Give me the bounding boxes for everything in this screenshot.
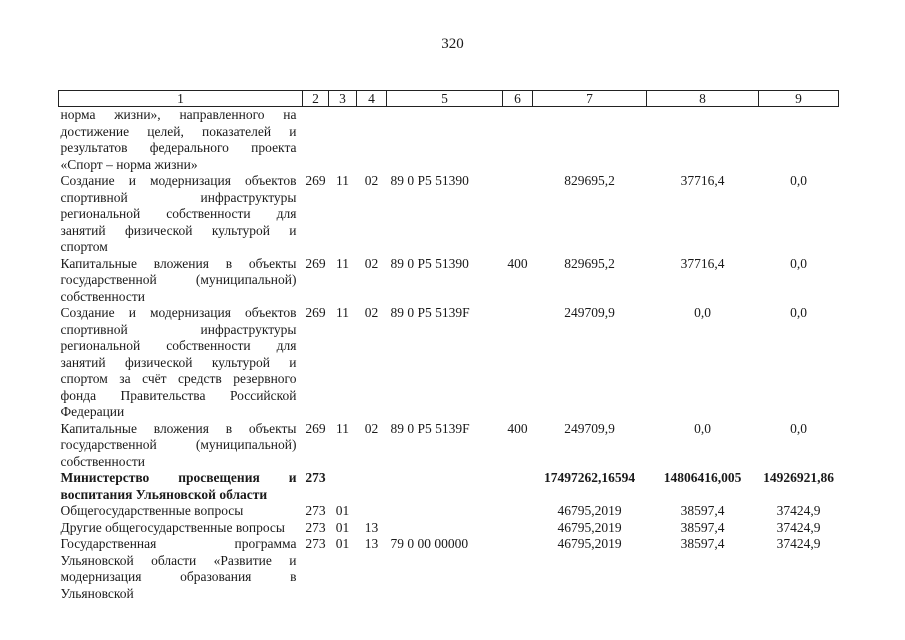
cell-c9: 0,0 xyxy=(790,305,807,320)
cell-c9 xyxy=(759,107,839,174)
cell-c3: 11 xyxy=(336,420,349,436)
cell-c4 xyxy=(357,470,387,503)
column-header: 3 xyxy=(329,91,357,107)
cell-c4 xyxy=(357,503,387,520)
cell-c6 xyxy=(503,107,533,174)
cell-c8: 0,0 xyxy=(694,420,711,436)
cell-c8: 0,0 xyxy=(694,305,711,320)
cell-c8: 37716,4 xyxy=(680,173,725,188)
table-row xyxy=(59,305,839,421)
cell-c6 xyxy=(503,536,533,602)
cell-c2: 269 xyxy=(305,255,326,271)
cell-c5: 89 0 P5 51390 xyxy=(390,255,469,271)
column-header: 1 xyxy=(59,91,303,107)
cell-c4: 02 xyxy=(364,305,379,320)
row-name: Другие общегосударственные вопросы xyxy=(60,519,285,535)
cell-c4: 13 xyxy=(364,519,379,535)
cell-c2: 273 xyxy=(305,519,326,535)
cell-c6 xyxy=(503,305,533,421)
cell-c5 xyxy=(387,107,503,174)
cell-c3: 01 xyxy=(335,536,350,551)
cell-c8: 38597,4 xyxy=(680,536,725,551)
cell-c3 xyxy=(329,107,357,174)
cell-c2: 273 xyxy=(305,536,326,551)
cell-c9: 37424,9 xyxy=(776,503,821,518)
row-name: Капитальные вложения в объекты государственной (муниципальной) собственности xyxy=(60,420,297,469)
cell-c9: 0,0 xyxy=(790,255,807,271)
column-header: 2 xyxy=(303,91,329,107)
cell-c8: 38597,4 xyxy=(680,519,725,535)
table-row xyxy=(59,503,839,520)
cell-c8: 37716,4 xyxy=(680,255,725,271)
column-header: 5 xyxy=(387,91,503,107)
cell-c2: 273 xyxy=(305,470,326,485)
cell-c6 xyxy=(503,520,533,537)
cell-c9: 0,0 xyxy=(790,420,807,436)
row-name: Министерство просвещения и воспитания Ульяновской области xyxy=(60,470,297,502)
row-name: Создание и модернизация объектов спортивной инфраструктуры региональной собственности для занятий физической культурой и спортом за счёт средств резервного фонда Правительства Российской Федерации xyxy=(60,305,297,419)
cell-c6 xyxy=(503,470,533,503)
cell-c5: 79 0 00 00000 xyxy=(390,536,469,551)
cell-c4: 02 xyxy=(364,173,379,188)
row-name: Общегосударственные вопросы xyxy=(60,503,244,518)
cell-c7: 829695,2 xyxy=(564,255,615,271)
cell-c8 xyxy=(647,107,759,174)
cell-c4 xyxy=(357,107,387,174)
cell-c6 xyxy=(503,503,533,520)
table-row xyxy=(59,421,839,471)
row-name: Создание и модернизация объектов спортивной инфраструктуры региональной собственности для занятий физической культурой и спортом xyxy=(60,173,297,254)
header-row xyxy=(59,91,839,107)
cell-c5 xyxy=(387,520,503,537)
cell-c9: 0,0 xyxy=(790,173,807,188)
table-row xyxy=(59,520,839,537)
row-name: Капитальные вложения в объекты государственной (муниципальной) собственности xyxy=(60,255,297,304)
cell-c2: 273 xyxy=(305,503,326,518)
table-row xyxy=(59,256,839,306)
table-row xyxy=(59,173,839,256)
table-row xyxy=(59,470,839,503)
table-row xyxy=(59,107,839,174)
cell-c9: 14926921,86 xyxy=(763,470,834,485)
cell-c2: 269 xyxy=(305,420,326,436)
cell-c2 xyxy=(303,107,329,174)
cell-c6 xyxy=(503,173,533,256)
cell-c5: 89 0 P5 51390 xyxy=(390,173,469,188)
cell-c3: 01 xyxy=(335,503,350,518)
cell-c4: 02 xyxy=(364,255,379,271)
cell-c2: 269 xyxy=(305,305,326,320)
page-number: 320 xyxy=(441,36,464,52)
cell-c3: 11 xyxy=(336,173,349,188)
row-name: Государственная программа Ульяновской области «Развитие и модернизация образования в Ульяновской xyxy=(60,536,297,601)
column-header: 7 xyxy=(533,91,647,107)
cell-c7: 46795,2019 xyxy=(557,503,622,518)
cell-c6: 400 xyxy=(507,255,528,271)
cell-c5 xyxy=(387,503,503,520)
cell-c4: 13 xyxy=(364,536,379,551)
row-name: норма жизни», направленного на достижение целей, показателей и результатов федерального проекта «Спорт – норма жизни» xyxy=(60,107,297,172)
table-row xyxy=(59,536,839,602)
cell-c8: 38597,4 xyxy=(680,503,725,518)
cell-c3: 01 xyxy=(335,519,350,535)
cell-c7: 17497262,16594 xyxy=(543,470,636,485)
cell-c3 xyxy=(329,470,357,503)
cell-c7: 829695,2 xyxy=(564,173,615,188)
cell-c5: 89 0 P5 5139F xyxy=(390,305,470,320)
cell-c4: 02 xyxy=(364,420,379,436)
cell-c7: 249709,9 xyxy=(564,305,615,320)
cell-c9: 37424,9 xyxy=(776,519,821,535)
cell-c7: 46795,2019 xyxy=(557,536,622,551)
cell-c3: 11 xyxy=(336,255,349,271)
column-header: 4 xyxy=(357,91,387,107)
cell-c5 xyxy=(387,470,503,503)
cell-c2: 269 xyxy=(305,173,326,188)
cell-c7: 46795,2019 xyxy=(557,519,622,535)
budget-table xyxy=(58,90,839,602)
cell-c6: 400 xyxy=(507,420,528,436)
cell-c9: 37424,9 xyxy=(776,536,821,551)
cell-c5: 89 0 P5 5139F xyxy=(390,420,470,436)
column-header: 6 xyxy=(503,91,533,107)
column-header: 8 xyxy=(647,91,759,107)
column-header: 9 xyxy=(759,91,839,107)
cell-c7 xyxy=(533,107,647,174)
cell-c8: 14806416,005 xyxy=(663,470,742,485)
cell-c7: 249709,9 xyxy=(564,420,615,436)
cell-c3: 11 xyxy=(336,305,349,320)
